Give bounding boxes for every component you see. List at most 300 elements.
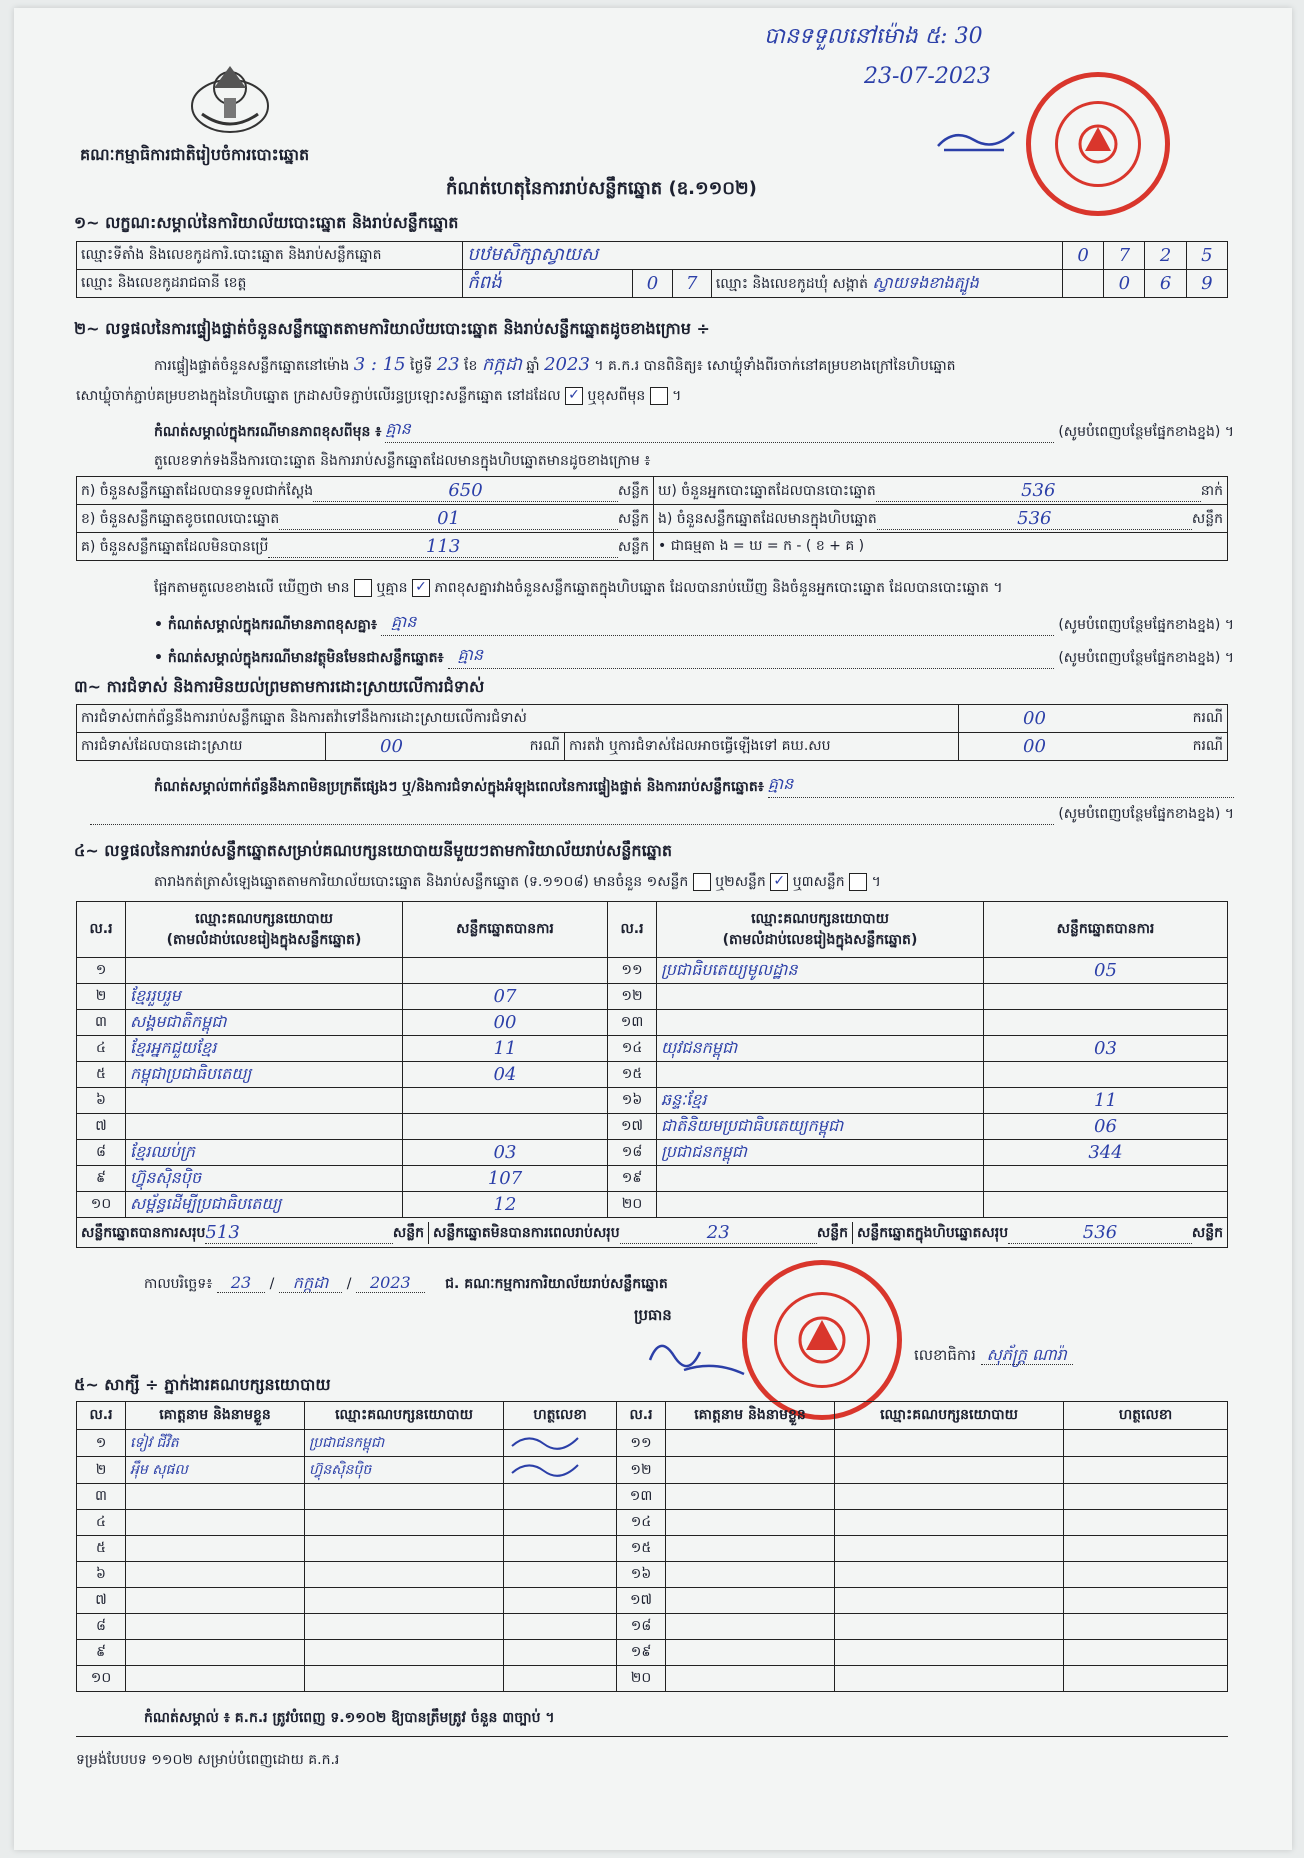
witness-sign-right bbox=[1064, 1588, 1228, 1614]
objections-label: ការជំទាស់ពាក់ព័ន្ធនឹងការរាប់សន្លឹកឆ្នោត និងការតវ៉ាទៅនឹងការដោះស្រាយលើការជំទាស់ bbox=[77, 705, 959, 733]
witness-party-right bbox=[835, 1614, 1064, 1640]
difference-note-row bbox=[154, 418, 1234, 443]
witness-signature bbox=[508, 1430, 598, 1452]
witness-row bbox=[77, 1430, 1228, 1457]
results-party-right: ឆន្ទៈខ្មែរ bbox=[657, 1088, 984, 1114]
witness-no-right: ១៣ bbox=[617, 1484, 666, 1510]
section1-table bbox=[76, 241, 1228, 298]
section5-heading: ៥~ សាក្សី ÷ ភ្នាក់ងារគណបក្សនយោបាយ bbox=[74, 1375, 331, 1394]
difference-note-value: គ្មាន bbox=[385, 418, 1054, 443]
witness-no-right: ១៨ bbox=[617, 1614, 666, 1640]
figures-intro: តួលេខទាក់ទងនឹងការបោះឆ្នោត និងការរាប់សន្លឹកឆ្នោតដែលមានក្នុងហិបឆ្នោតមានដូចខាងក្រោម ៖ bbox=[154, 453, 651, 469]
resolved-label: ការជំទាស់ដែលបានដោះស្រាយ bbox=[77, 733, 326, 761]
results-no-right: ១៨ bbox=[608, 1140, 657, 1166]
results-party-left bbox=[126, 1114, 403, 1140]
results-col-party-left-2: (តាមលំដាប់លេខរៀងក្នុងសន្លឹកឆ្នោត) bbox=[166, 931, 362, 948]
receipt-signature bbox=[934, 120, 1024, 160]
irregularity-fill-more: (សូមបំពេញបន្ថែមផ្នែកខាងខ្នង) ។ bbox=[1058, 806, 1234, 822]
results-party-left bbox=[126, 958, 403, 984]
results-votes-left: 12 bbox=[403, 1192, 608, 1218]
witness-no-left: ៤ bbox=[77, 1510, 126, 1536]
results-row bbox=[77, 1114, 1228, 1140]
spoiled-unit: សន្លឹក bbox=[617, 510, 649, 527]
date-label: កាលបរិច្ឆេទ៖ bbox=[144, 1276, 213, 1292]
date-day: 23 bbox=[217, 1273, 265, 1293]
results-no-right: ១២ bbox=[608, 984, 657, 1010]
voters-label: ឃ) ចំនួនអ្នកបោះឆ្នោតដែលបានបោះឆ្នោត bbox=[658, 482, 876, 499]
spoiled-value: 01 bbox=[279, 508, 618, 530]
witness-sign-right bbox=[1064, 1640, 1228, 1666]
witness-name-left bbox=[126, 1588, 305, 1614]
location-value: បឋមសិក្សាស្វាយស bbox=[463, 242, 1063, 270]
witness-no-left: ១០ bbox=[77, 1666, 126, 1692]
results-party-right bbox=[657, 984, 984, 1010]
results-col-no-right: ល.រ bbox=[608, 902, 657, 958]
verification-year: 2023 bbox=[544, 354, 590, 375]
one-sheet-checkbox[interactable] bbox=[693, 873, 711, 891]
national-emblem-icon bbox=[184, 58, 276, 138]
results-no-left: ១ bbox=[77, 958, 126, 984]
verification-month: កក្កដា bbox=[481, 354, 522, 375]
diff-note-value: គ្មាន bbox=[381, 611, 1054, 636]
results-party-right bbox=[657, 1192, 984, 1218]
month-label: ខែ bbox=[464, 358, 478, 374]
appeal-unit: ករណី bbox=[1192, 738, 1223, 754]
results-votes-right: 344 bbox=[984, 1140, 1228, 1166]
has-difference-checkbox[interactable] bbox=[354, 579, 372, 597]
results-row bbox=[77, 984, 1228, 1010]
witness-col-party-left: ឈ្មោះគណបក្សនយោបាយ bbox=[305, 1402, 504, 1430]
witness-party-right bbox=[835, 1510, 1064, 1536]
object-note-label: • កំណត់សម្គាល់ក្នុងករណីមានវត្ថុមិនមែនជាសន្លឹកឆ្នោត៖ bbox=[154, 650, 444, 666]
date-month: កក្កដា bbox=[279, 1273, 343, 1293]
results-row bbox=[77, 1036, 1228, 1062]
witness-sign-right bbox=[1064, 1457, 1228, 1484]
unused-value: 113 bbox=[268, 536, 618, 558]
witness-party-right bbox=[835, 1588, 1064, 1614]
witness-sign-right bbox=[1064, 1430, 1228, 1457]
witness-signature bbox=[508, 1457, 598, 1479]
results-no-right: ១៤ bbox=[608, 1036, 657, 1062]
commune-code-3: 9 bbox=[1186, 270, 1227, 298]
location-code-2: 7 bbox=[1104, 242, 1145, 270]
witness-name-right bbox=[666, 1484, 835, 1510]
results-row bbox=[77, 1088, 1228, 1114]
witness-name-left bbox=[126, 1614, 305, 1640]
section4-heading: ៤~ លទ្ធផលនៃការរាប់សន្លឹកឆ្នោតសម្រាប់គណបក្សនយោបាយនីមួយៗតាមការិយាល័យរាប់សន្លឹកឆ្នោត bbox=[74, 841, 673, 860]
line2-text: សោឃ្លុំចាក់ភ្ជាប់គម្របខាងក្នុងនៃហិបឆ្នោត ក្រដាសបិទភ្ជាប់លើរន្ធប្រឡោះសន្លឹកឆ្នោត នៅដដែល bbox=[76, 388, 561, 404]
witness-name-left bbox=[126, 1562, 305, 1588]
irregularity-note-value: គ្មាន bbox=[768, 773, 1234, 798]
object-note-row bbox=[154, 644, 1234, 669]
line2-end: ។ bbox=[672, 388, 682, 404]
witness-no-left: ៩ bbox=[77, 1640, 126, 1666]
witness-no-right: ១៩ bbox=[617, 1640, 666, 1666]
results-row bbox=[77, 1010, 1228, 1036]
two-sheets-label: ឬ២សន្លឹក bbox=[715, 874, 766, 890]
results-no-left: ៥ bbox=[77, 1062, 126, 1088]
witness-row bbox=[77, 1666, 1228, 1692]
witness-no-right: ១២ bbox=[617, 1457, 666, 1484]
voters-unit: នាក់ bbox=[1200, 482, 1223, 499]
results-votes-left: 04 bbox=[403, 1062, 608, 1088]
results-col-party-right bbox=[657, 902, 984, 958]
unused-label: គ) ចំនួនសន្លឹកឆ្នោតដែលមិនបានប្រើ bbox=[81, 538, 269, 555]
time-label: ការផ្ទៀងផ្ទាត់ចំនួនសន្លឹកឆ្នោតនៅម៉ោង bbox=[154, 358, 350, 374]
total-valid-unit: សន្លឹក bbox=[392, 1224, 424, 1241]
no-difference-checkbox[interactable]: ✓ bbox=[412, 579, 430, 597]
results-no-left: ៧ bbox=[77, 1114, 126, 1140]
two-sheets-checkbox[interactable]: ✓ bbox=[770, 873, 788, 891]
witness-name-right bbox=[666, 1430, 835, 1457]
date-committee-line: កាលបរិច្ឆេទ៖ 23 / កក្កដា / 2023 ជ. គណៈកម្មការការិយាល័យរាប់សន្លឹកឆ្នោត bbox=[144, 1273, 668, 1292]
results-col-votes-right: សន្លឹកឆ្នោតបានការ bbox=[984, 902, 1228, 958]
witness-sign-left bbox=[504, 1666, 617, 1692]
compare-text-b: ភាពខុសគ្នារវាងចំនួនសន្លឹកឆ្នោតក្នុងហិបឆ្នោត ដែលបានរាប់ឃើញ និងចំនួនអ្នកបោះឆ្នោត ដែលបានបោះឆ្នោត ។ bbox=[434, 580, 1003, 596]
results-party-left: ខ្មែរអ្នកជួយខ្មែរ bbox=[126, 1036, 403, 1062]
witness-col-no-left: ល.រ bbox=[77, 1402, 126, 1430]
results-party-left: សម្ព័ន្ធដើម្បីប្រជាធិបតេយ្យ bbox=[126, 1192, 403, 1218]
diff-fill-more: (សូមបំពេញបន្ថែមផ្នែកខាងខ្នង) ។ bbox=[1058, 617, 1234, 633]
results-no-left: ៣ bbox=[77, 1010, 126, 1036]
results-row bbox=[77, 1192, 1228, 1218]
total-box-label: សន្លឹកឆ្នោតក្នុងហិបឆ្នោតសរុប bbox=[857, 1224, 1009, 1241]
appeal-label: ការតវ៉ា ឬការជំទាស់ដែលអាចធ្វើឡើងទៅ គឃ.សប bbox=[565, 733, 959, 761]
year-label: ឆ្នាំ bbox=[526, 358, 540, 374]
witness-sign-left bbox=[504, 1457, 617, 1484]
witness-col-name-right: គោត្តនាម និងនាមខ្លួន bbox=[666, 1402, 835, 1430]
verification-line-1 bbox=[154, 352, 1234, 379]
witness-row bbox=[77, 1588, 1228, 1614]
location-label: ឈ្មោះទីតាំង និងលេខកូដការិ.បោះឆ្នោត និងរាប់សន្លឹកឆ្នោត bbox=[77, 242, 463, 270]
objections-value: 00 bbox=[1023, 708, 1046, 729]
results-votes-left bbox=[403, 958, 608, 984]
witness-no-left: ៥ bbox=[77, 1536, 126, 1562]
results-votes-left bbox=[403, 1088, 608, 1114]
witness-name-right bbox=[666, 1666, 835, 1692]
date-year: 2023 bbox=[356, 1273, 425, 1293]
witness-party-left bbox=[305, 1666, 504, 1692]
witness-no-right: ១១ bbox=[617, 1430, 666, 1457]
receipt-date: 23-07-2023 bbox=[864, 64, 991, 89]
witness-row bbox=[77, 1510, 1228, 1536]
received-label: ក) ចំនួនសន្លឹកឆ្នោតដែលបានទទួលជាក់ស្តែង bbox=[81, 482, 314, 499]
results-party-left: សង្គមជាតិកម្ពុជា bbox=[126, 1010, 403, 1036]
object-fill-more: (សូមបំពេញបន្ថែមផ្នែកខាងខ្នង) ។ bbox=[1058, 650, 1234, 666]
witness-sign-right bbox=[1064, 1510, 1228, 1536]
tally-sheet-line bbox=[154, 872, 881, 893]
witness-sign-left bbox=[504, 1614, 617, 1640]
witness-sign-left bbox=[504, 1510, 617, 1536]
results-votes-left: 11 bbox=[403, 1036, 608, 1062]
witness-party-right bbox=[835, 1562, 1064, 1588]
results-party-left: កម្ពុជាប្រជាធិបតេយ្យ bbox=[126, 1062, 403, 1088]
witness-name-right bbox=[666, 1536, 835, 1562]
witness-no-right: ១៧ bbox=[617, 1588, 666, 1614]
committee-label: ជ. គណៈកម្មការការិយាល័យរាប់សន្លឹកឆ្នោត bbox=[445, 1276, 668, 1292]
verification-day: 23 bbox=[436, 354, 460, 375]
resolved-value: 00 bbox=[380, 736, 403, 757]
results-votes-right: 05 bbox=[984, 958, 1228, 984]
witness-name-left bbox=[126, 1666, 305, 1692]
witness-table bbox=[76, 1401, 1228, 1692]
province-value: កំពង់ bbox=[463, 270, 633, 298]
witness-no-left: ២ bbox=[77, 1457, 126, 1484]
witness-sign-left bbox=[504, 1536, 617, 1562]
in-box-label: ង) ចំនួនសន្លឹកឆ្នោតដែលមានក្នុងហិបឆ្នោត bbox=[658, 510, 877, 527]
witness-no-right: ១៤ bbox=[617, 1510, 666, 1536]
total-invalid-unit: សន្លឹក bbox=[816, 1224, 848, 1241]
compare-text-a: ផ្អែកតាមតួលេខខាងលើ ឃើញថា មាន bbox=[154, 580, 350, 596]
witness-name-left bbox=[126, 1484, 305, 1510]
witness-row bbox=[77, 1640, 1228, 1666]
results-votes-left: 03 bbox=[403, 1140, 608, 1166]
witness-col-sign-right: ហត្ថលេខា bbox=[1064, 1402, 1228, 1430]
results-no-right: ១៣ bbox=[608, 1010, 657, 1036]
results-col-party-right-1: ឈ្មោះគណបក្សនយោបាយ bbox=[751, 910, 889, 927]
results-no-left: ៨ bbox=[77, 1140, 126, 1166]
results-votes-right bbox=[984, 1062, 1228, 1088]
results-votes-right bbox=[984, 984, 1228, 1010]
results-party-left: ខ្មែររួបរួម bbox=[126, 984, 403, 1010]
results-col-party-right-2: (តាមលំដាប់លេខរៀងក្នុងសន្លឹកឆ្នោត) bbox=[722, 931, 918, 948]
results-row bbox=[77, 1166, 1228, 1192]
results-party-right: ប្រជាធិបតេយ្យមូលដ្ឋាន bbox=[657, 958, 984, 984]
witness-name-right bbox=[666, 1510, 835, 1536]
witness-sign-left bbox=[504, 1430, 617, 1457]
section1-heading: ១~ លក្ខណ:សម្គាល់នៃការិយាល័យបោះឆ្នោត និងរាប់សន្លឹកឆ្នោត bbox=[74, 213, 459, 232]
results-no-left: ២ bbox=[77, 984, 126, 1010]
irregularity-note-row bbox=[154, 773, 1234, 798]
location-code-4: 5 bbox=[1186, 242, 1227, 270]
witness-party-right bbox=[835, 1640, 1064, 1666]
witness-name-right bbox=[666, 1640, 835, 1666]
received-unit: សន្លឹក bbox=[617, 482, 649, 499]
secretary-row bbox=[914, 1344, 1073, 1368]
results-votes-left bbox=[403, 1114, 608, 1140]
witness-no-left: ៨ bbox=[77, 1614, 126, 1640]
results-party-right: យុវជនកម្ពុជា bbox=[657, 1036, 984, 1062]
witness-no-right: ២០ bbox=[617, 1666, 666, 1692]
witness-no-right: ១៦ bbox=[617, 1562, 666, 1588]
results-no-left: ៤ bbox=[77, 1036, 126, 1062]
results-col-votes-left: សន្លឹកឆ្នោតបានការ bbox=[403, 902, 608, 958]
different-label: ឬខុសពីមុន bbox=[587, 388, 646, 404]
results-col-party-left-1: ឈ្មោះគណបក្សនយោបាយ bbox=[195, 910, 333, 927]
commune-code-2: 6 bbox=[1145, 270, 1186, 298]
witness-sign-right bbox=[1064, 1666, 1228, 1692]
results-no-right: ១៩ bbox=[608, 1166, 657, 1192]
witness-party-left bbox=[305, 1484, 504, 1510]
section2-heading: ២~ លទ្ធផលនៃការផ្ទៀងផ្ទាត់ចំនួនសន្លឹកឆ្នោតតាមការិយាល័យបោះឆ្នោត និងរាប់សន្លឹកឆ្នោតដូចខាងក្រោម ÷ bbox=[74, 319, 710, 338]
witness-party-left bbox=[305, 1510, 504, 1536]
province-code-2: 7 bbox=[672, 270, 711, 298]
results-col-party-left bbox=[126, 902, 403, 958]
witness-name-left bbox=[126, 1510, 305, 1536]
witness-no-left: ៦ bbox=[77, 1562, 126, 1588]
same-as-before-checkbox[interactable]: ✓ bbox=[565, 387, 583, 405]
location-code-1: 0 bbox=[1062, 242, 1103, 270]
formula: • ជាធម្មតា ង = ឃ = ក - ( ខ + គ ) bbox=[654, 533, 1228, 561]
total-invalid-value: 23 bbox=[620, 1222, 817, 1244]
witness-name-right bbox=[666, 1588, 835, 1614]
witness-name-right bbox=[666, 1457, 835, 1484]
results-party-left: ខ្មែរឈប់ក្រ bbox=[126, 1140, 403, 1166]
appeal-value: 00 bbox=[1023, 736, 1046, 757]
witness-party-right bbox=[835, 1536, 1064, 1562]
results-party-right: ជាតិនិយមប្រជាធិបតេយ្យកម្ពុជា bbox=[657, 1114, 984, 1140]
location-code-3: 2 bbox=[1145, 242, 1186, 270]
witness-sign-right bbox=[1064, 1562, 1228, 1588]
irregularity-note-row-2 bbox=[90, 804, 1234, 825]
witness-party-left bbox=[305, 1536, 504, 1562]
commune-value: ស្វាយទងខាងត្បូង bbox=[872, 272, 979, 292]
results-votes-left: 00 bbox=[403, 1010, 608, 1036]
witness-name-right bbox=[666, 1614, 835, 1640]
results-votes-right: 03 bbox=[984, 1036, 1228, 1062]
line1-text: ។ គ.ក.រ បានពិនិត្យ៖ សោឃ្លុំទាំងពីរចាក់នៅគម្របខាងក្រៅនៃហិបឆ្នោត bbox=[594, 358, 956, 374]
witness-party-left bbox=[305, 1588, 504, 1614]
witness-row bbox=[77, 1614, 1228, 1640]
witness-sign-left bbox=[504, 1562, 617, 1588]
commune-label: ឈ្មោះ និងលេខកូដឃុំ សង្កាត់ bbox=[715, 275, 868, 292]
results-party-right bbox=[657, 1062, 984, 1088]
day-label: ថ្ងៃទី bbox=[410, 358, 433, 374]
secretary-label: លេខាធិការ bbox=[914, 1346, 976, 1364]
total-valid-value: 513 bbox=[205, 1222, 392, 1244]
in-box-unit: សន្លឹក bbox=[1191, 510, 1223, 527]
org-name: គណៈកម្មាធិការជាតិរៀបចំការបោះឆ្នោត bbox=[80, 145, 310, 164]
commune-code-1: 0 bbox=[1104, 270, 1145, 298]
total-valid-label: សន្លឹកឆ្នោតបានការសរុប bbox=[81, 1224, 206, 1241]
results-votes-right: 11 bbox=[984, 1088, 1228, 1114]
witness-no-left: ៧ bbox=[77, 1588, 126, 1614]
witness-no-right: ១៥ bbox=[617, 1536, 666, 1562]
witness-sign-left bbox=[504, 1640, 617, 1666]
witness-sign-right bbox=[1064, 1536, 1228, 1562]
witness-row bbox=[77, 1457, 1228, 1484]
results-no-right: ១៧ bbox=[608, 1114, 657, 1140]
resolved-unit: ករណី bbox=[529, 738, 560, 754]
witness-sign-left bbox=[504, 1484, 617, 1510]
results-no-right: ១១ bbox=[608, 958, 657, 984]
results-row bbox=[77, 958, 1228, 984]
results-no-right: ២០ bbox=[608, 1192, 657, 1218]
witness-name-right bbox=[666, 1562, 835, 1588]
top-red-stamp bbox=[1026, 72, 1170, 216]
witness-name-left: ទៀវ ជីវិត bbox=[126, 1430, 305, 1457]
diff-note-row bbox=[154, 611, 1234, 636]
results-votes-right: 06 bbox=[984, 1114, 1228, 1140]
witness-party-right bbox=[835, 1430, 1064, 1457]
voters-value: 536 bbox=[876, 480, 1201, 502]
results-votes-right bbox=[984, 1192, 1228, 1218]
footnote: កំណត់សម្គាល់ ៖ គ.ក.រ ត្រូវបំពេញ ទ.១១០២ ឱ្យបានត្រឹមត្រូវ ចំនួន ៣ច្បាប់ ។ bbox=[144, 1710, 555, 1726]
witness-col-party-right: ឈ្មោះគណបក្សនយោបាយ bbox=[835, 1402, 1064, 1430]
three-sheets-label: ឬ៣សន្លឹក bbox=[792, 874, 845, 890]
witness-party-left bbox=[305, 1640, 504, 1666]
results-votes-left: 107 bbox=[403, 1166, 608, 1192]
results-party-right bbox=[657, 1166, 984, 1192]
footer-divider bbox=[76, 1736, 1228, 1737]
different-checkbox[interactable] bbox=[650, 387, 668, 405]
results-row bbox=[77, 1140, 1228, 1166]
fill-more-note: (សូមបំពេញបន្ថែមផ្នែកខាងខ្នង) ។ bbox=[1058, 424, 1234, 440]
witness-row bbox=[77, 1536, 1228, 1562]
diff-note-label: • កំណត់សម្គាល់ក្នុងករណីមានភាពខុសគ្នា៖ bbox=[154, 617, 378, 633]
unused-unit: សន្លឹក bbox=[617, 538, 649, 555]
three-sheets-checkbox[interactable] bbox=[849, 873, 867, 891]
section3-heading: ៣~ ការជំទាស់ និងការមិនយល់ព្រមតាមការដោះស្រាយលើការជំទាស់ bbox=[74, 677, 485, 696]
total-box-unit: សន្លឹក bbox=[1191, 1224, 1223, 1241]
section3-table bbox=[76, 704, 1228, 761]
object-note-value: គ្មាន bbox=[448, 644, 1055, 669]
witness-party-right bbox=[835, 1457, 1064, 1484]
committee-red-stamp bbox=[742, 1260, 902, 1420]
results-no-left: ១០ bbox=[77, 1192, 126, 1218]
witness-name-left bbox=[126, 1640, 305, 1666]
results-no-right: ១៥ bbox=[608, 1062, 657, 1088]
witness-sign-right bbox=[1064, 1614, 1228, 1640]
witness-party-left: ហ៊្វុនស៊ិនប៉ិច bbox=[305, 1457, 504, 1484]
province-label: ឈ្មោះ និងលេខកូដរាជធានី ខេត្ត bbox=[77, 270, 463, 298]
witness-col-name-left: គោត្តនាម និងនាមខ្លួន bbox=[126, 1402, 305, 1430]
total-invalid-label: សន្លឹកឆ្នោតមិនបានការពេលរាប់សរុប bbox=[433, 1224, 620, 1241]
witness-party-left bbox=[305, 1562, 504, 1588]
witness-row bbox=[77, 1484, 1228, 1510]
in-box-value: 536 bbox=[877, 508, 1192, 530]
commune-cell bbox=[711, 270, 1062, 298]
witness-col-no-right: ល.រ bbox=[617, 1402, 666, 1430]
results-votes-right bbox=[984, 1010, 1228, 1036]
tally-sheet-text: តារាងកត់ត្រាសំឡេងឆ្នោតតាមការិយាល័យបោះឆ្នោត និងរាប់សន្លឹកឆ្នោត (ទ.១១០៨) មានចំនួន ១សន្លឹក bbox=[154, 874, 689, 890]
results-party-left bbox=[126, 1088, 403, 1114]
compare-or: ឬគ្មាន bbox=[376, 580, 408, 596]
witness-sign-right bbox=[1064, 1484, 1228, 1510]
tally-end: ។ bbox=[871, 874, 881, 890]
receipt-note: បានទទួលនៅម៉ោង ៥: 30 bbox=[764, 24, 983, 49]
results-table bbox=[76, 901, 1228, 1248]
difference-note-label: កំណត់សម្គាល់ក្នុងករណីមានភាពខុសពីមុន ៖ bbox=[154, 424, 382, 440]
witness-sign-left bbox=[504, 1588, 617, 1614]
province-code-1: 0 bbox=[633, 270, 672, 298]
received-value: 650 bbox=[313, 480, 618, 502]
objections-unit: ករណី bbox=[1192, 710, 1223, 726]
form-title: កំណត់ហេតុនៃការរាប់សន្លឹកឆ្នោត (ឧ.១១០២) bbox=[446, 178, 757, 199]
results-party-right bbox=[657, 1010, 984, 1036]
witness-name-left bbox=[126, 1536, 305, 1562]
results-no-left: ៦ bbox=[77, 1088, 126, 1114]
witness-col-sign-left: ហត្ថលេខា bbox=[504, 1402, 617, 1430]
results-party-right: ប្រជាជនកម្ពុជា bbox=[657, 1140, 984, 1166]
total-box-value: 536 bbox=[1008, 1222, 1192, 1244]
results-row bbox=[77, 1062, 1228, 1088]
figures-table bbox=[76, 476, 1228, 561]
results-no-left: ៩ bbox=[77, 1166, 126, 1192]
results-col-no-left: ល.រ bbox=[77, 902, 126, 958]
compare-line bbox=[154, 578, 1003, 599]
witness-name-left: អុឹម សុផល bbox=[126, 1457, 305, 1484]
witness-no-left: ១ bbox=[77, 1430, 126, 1457]
spoiled-label: ខ) ចំនួនសន្លឹកឆ្នោតខូចពេលបោះឆ្នោត bbox=[81, 510, 280, 527]
witness-row bbox=[77, 1562, 1228, 1588]
footer-text: ទម្រង់បែបបទ ១១០២ សម្រាប់បំពេញដោយ គ.ក.រ bbox=[76, 1752, 340, 1768]
witness-party-left: ប្រជាជនកម្ពុជា bbox=[305, 1430, 504, 1457]
results-no-right: ១៦ bbox=[608, 1088, 657, 1114]
results-votes-right bbox=[984, 1166, 1228, 1192]
witness-party-left bbox=[305, 1614, 504, 1640]
verification-time: 3 : 15 bbox=[353, 354, 406, 375]
